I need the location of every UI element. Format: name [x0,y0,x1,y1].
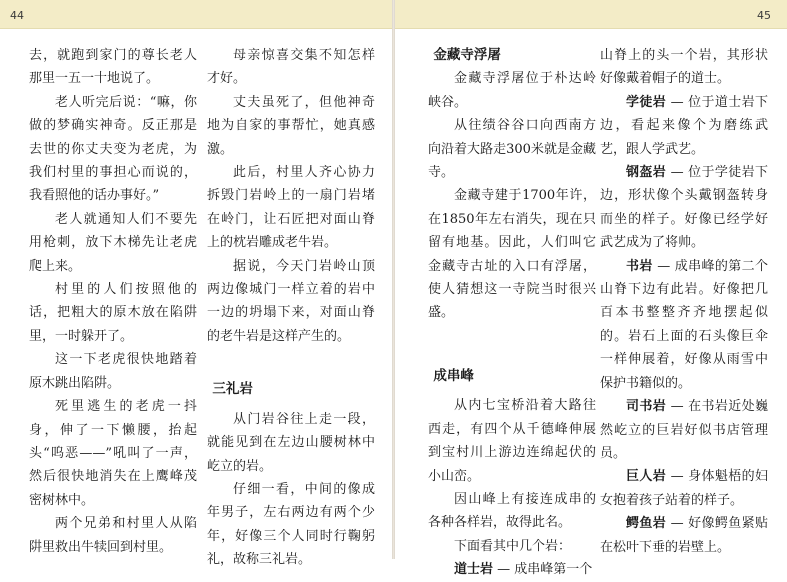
rock-entry [600,512,768,559]
paragraph: 从内七宝桥沿着大路往西走，有四个从千德峰伸展到宝村川上游边连绵起伏的小山峦。 [428,398,596,484]
rock-description: — 在书岩近处巍然屹立的巨岩好似书店管理员。 [600,399,768,461]
rock-name: 书岩 [626,258,653,274]
rock-description: — 位于学徒岩下边，形状像个头戴钢盔转身而坐的样子。好像已经学好武艺成为了将帅。 [600,165,768,251]
rock-name: 钢盔岩 [626,165,667,181]
paragraph: 这一下老虎很快地踏着原木跳出陷阱。 [29,352,197,391]
rock-description: — 成串峰第一个 [493,562,593,578]
rock-entry [600,395,768,465]
rock-description: — 成串峰的第二个山脊下边有此岩。好像把几百本书整整齐齐地摆起似的。岩石上面的石头像巨伞一样伸展着，好像从雨雪中保护书籍似的。 [600,258,768,391]
paragraph: 山脊上的头一个岩，其形状好像戴着帽子的道士。 [600,48,768,87]
paragraph: 下面看其中几个岩： [454,538,572,554]
section-heading: 三礼岩 [212,381,253,398]
paragraph: 金藏寺建于1700年许，在1850年左右消失，现在只留有地基。因此，人们叫它金藏寺古址的入口有浮屠，使人猜想这一寺院当时很兴盛。 [428,188,596,321]
right-column-1 [428,44,596,582]
paragraph: 老人听完后说：“嘛，你做的梦确实神奇。反正那是去世的你丈夫变为老虎，为我们村里的事担心而说的，我看照他的话办事好。” [29,94,197,204]
paragraph: 从门岩谷往上走一段，就能见到在左边山腰树林中屹立的岩。 [207,411,375,474]
rock-description: — 好像鳄鱼紧贴在松叶下垂的岩壁上。 [600,516,768,555]
paragraph: 去，就跑到家门的尊长老人那里一五一十地说了。 [29,48,197,87]
rock-entry [600,465,768,512]
rock-description: — 身体魁梧的妇女抱着孩子站着的样子。 [600,469,768,508]
paragraph: 两个兄弟和村里人从陷阱里救出牛犊回到村里。 [29,516,197,555]
paragraph: 因山峰上有接连成串的各种各样岩，故得此名。 [428,491,596,531]
rock-name: 巨人岩 [626,469,667,485]
paragraph: 丈夫虽死了，但他神奇地为自家的事帮忙，她真感激。 [207,94,375,157]
rock-name: 司书岩 [626,399,667,415]
paragraph: 村里的人们按照他的话，把粗大的原木放在陷阱里，一时躲开了。 [29,282,197,344]
paragraph: 此后，村里人齐心协力拆毁门岩岭上的一扇门岩堵在岭门，让石匠把对面山脊上的枕岩雕成老牛岩。 [207,165,375,251]
rock-entry [428,558,596,581]
left-column-1 [29,44,197,559]
right-column-2 [600,44,768,559]
section-heading: 成串峰 [433,367,474,384]
right-page [395,0,787,578]
paragraph: 金藏寺浮屠位于朴达岭峡谷。 [428,71,596,110]
rock-entry [600,255,768,395]
paragraph: 仔细一看，中间的像成年男子，左右两边有两个少年，好像三个人同时行鞠躬礼，故称三礼岩。 [207,481,375,568]
rock-entry [600,161,768,255]
rock-name: 鳄鱼岩 [626,516,667,532]
rock-name: 道士岩 [454,562,494,578]
page-header-band [0,0,392,29]
rock-name: 学徒岩 [626,94,667,110]
left-page [0,0,392,568]
paragraph: 死里逃生的老虎一抖身，伸了一下懒腰，抬起头“呜恶——”吼叫了一声，然后很快地消失在上鹰峰茂密树林中。 [29,399,197,508]
rock-description: — 位于道士岩下边，看起来像个为磨练武艺，跟人学武艺。 [600,94,768,157]
left-column-2 [207,44,375,572]
paragraph: 母亲惊喜交集不知怎样才好。 [207,48,375,87]
page-header-band [395,0,787,29]
paragraph: 据说，今天门岩岭山顶两边像城门一样立着的岩中一边的坍塌下来，对面山脊的老牛岩是这样产生的。 [207,258,375,344]
page-number: 45 [757,9,771,22]
rock-entry [600,91,768,161]
section-heading: 金藏寺浮屠 [433,47,501,63]
page-number: 44 [10,9,24,22]
paragraph: 老人就通知人们不要先用枪刺，放下木梯先让老虎爬上来。 [29,211,197,274]
paragraph: 从往绩谷谷口向西南方向沿着大路走300米就是金藏寺。 [428,118,596,181]
